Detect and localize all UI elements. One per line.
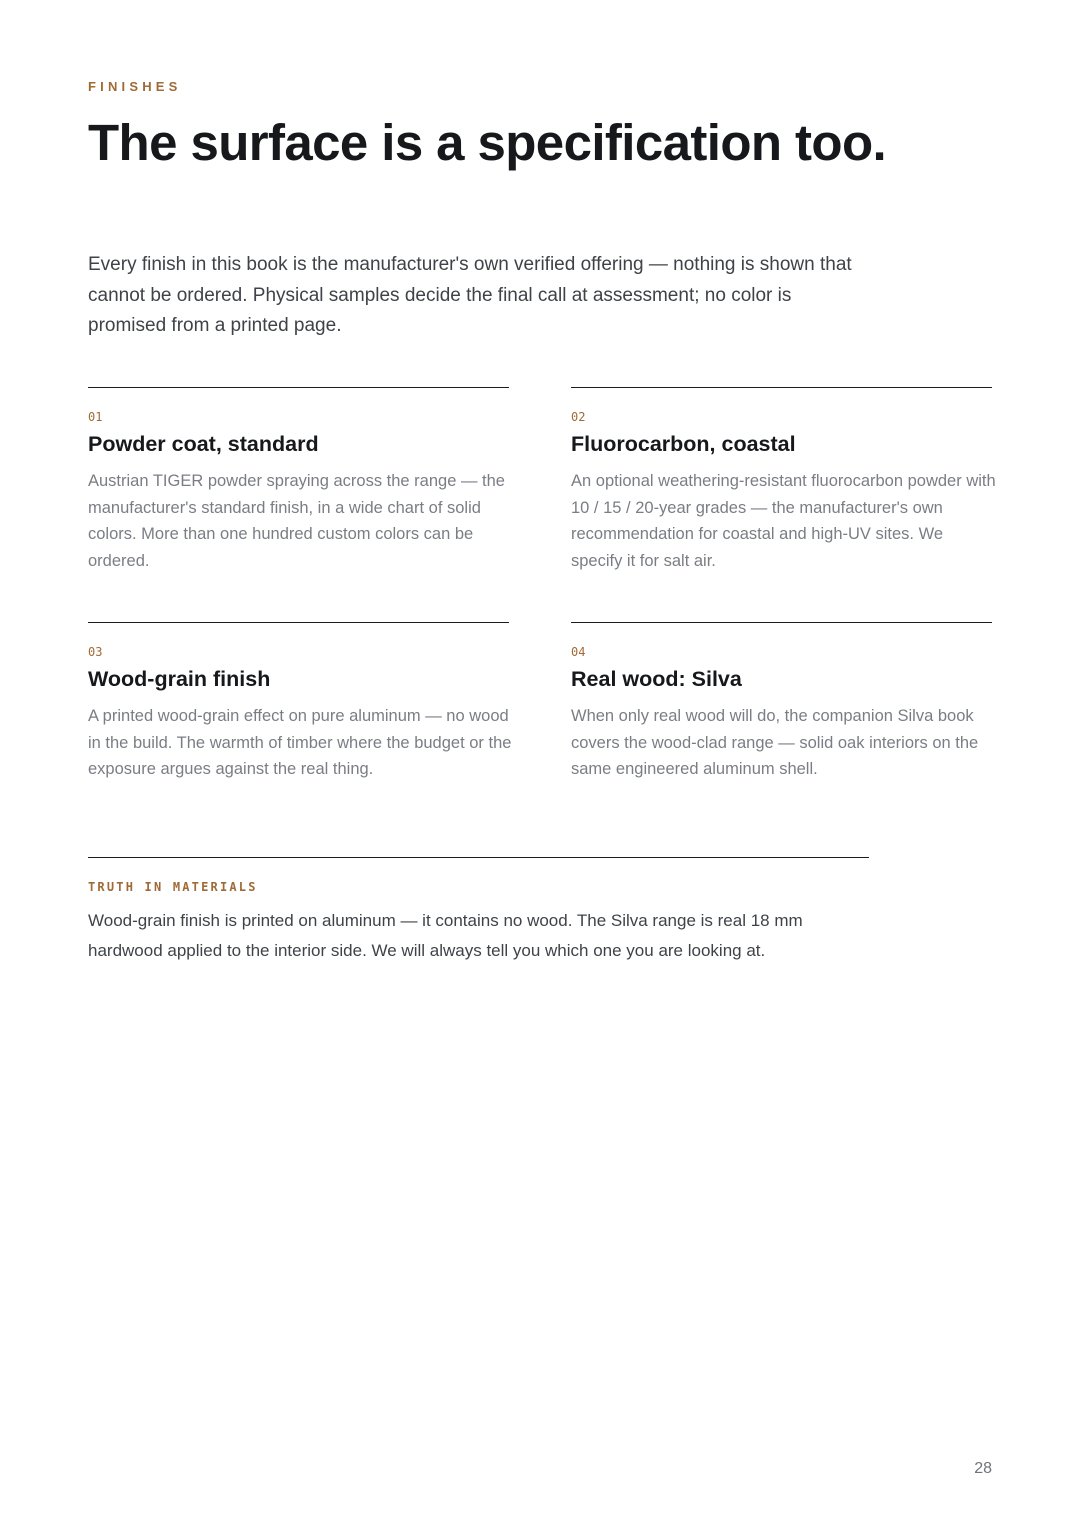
finish-description: When only real wood will do, the companion Silva book covers the wood-clad range — solid oak interiors on the same engineered aluminum shell. bbox=[571, 707, 979, 779]
finish-number: 02 bbox=[571, 410, 586, 424]
truth-in-materials-note bbox=[88, 857, 869, 960]
finish-heading: Powder coat, standard bbox=[88, 432, 319, 456]
note-text: Wood-grain finish is printed on aluminum — it contains no wood. The Silva range is real 18 mm hardwood applied to the interior side. We will always tell you which one you are looking at. bbox=[88, 911, 803, 960]
intro-paragraph: Every finish in this book is the manufacturer's own verified offering — nothing is shown that cannot be ordered. Physical samples decide the final call at assessment; no color is promised from a printed page. bbox=[88, 254, 852, 336]
finish-card-wood-grain bbox=[88, 622, 512, 779]
finish-heading: Real wood: Silva bbox=[571, 667, 742, 691]
page-title: The surface is a specification too. bbox=[88, 114, 887, 171]
finish-card-real-wood-silva bbox=[571, 622, 992, 779]
finish-number: 04 bbox=[571, 645, 586, 659]
document-page bbox=[88, 0, 996, 1527]
finish-heading: Wood-grain finish bbox=[88, 667, 271, 691]
finish-card-fluorocarbon bbox=[571, 387, 996, 571]
finish-number: 01 bbox=[88, 410, 103, 424]
note-label: TRUTH IN MATERIALS bbox=[88, 880, 258, 894]
finish-heading: Fluorocarbon, coastal bbox=[571, 432, 796, 456]
finish-description: An optional weathering-resistant fluorocarbon powder with 10 / 15 / 20-year grades — the manufacturer's own recommendation for coastal and high-UV sites. We specify it for salt air. bbox=[571, 472, 996, 571]
finish-number: 03 bbox=[88, 645, 103, 659]
finish-description: Austrian TIGER powder spraying across the range — the manufacturer's standard finish, in a wide chart of solid colors. More than one hundred custom colors can be ordered. bbox=[88, 472, 505, 571]
page-number: 28 bbox=[974, 1460, 992, 1477]
finish-description: A printed wood-grain effect on pure aluminum — no wood in the build. The warmth of timber where the budget or the exposure argues against the real thing. bbox=[88, 707, 512, 779]
finish-card-powder-coat bbox=[88, 387, 509, 571]
section-eyebrow: FINISHES bbox=[88, 79, 182, 94]
